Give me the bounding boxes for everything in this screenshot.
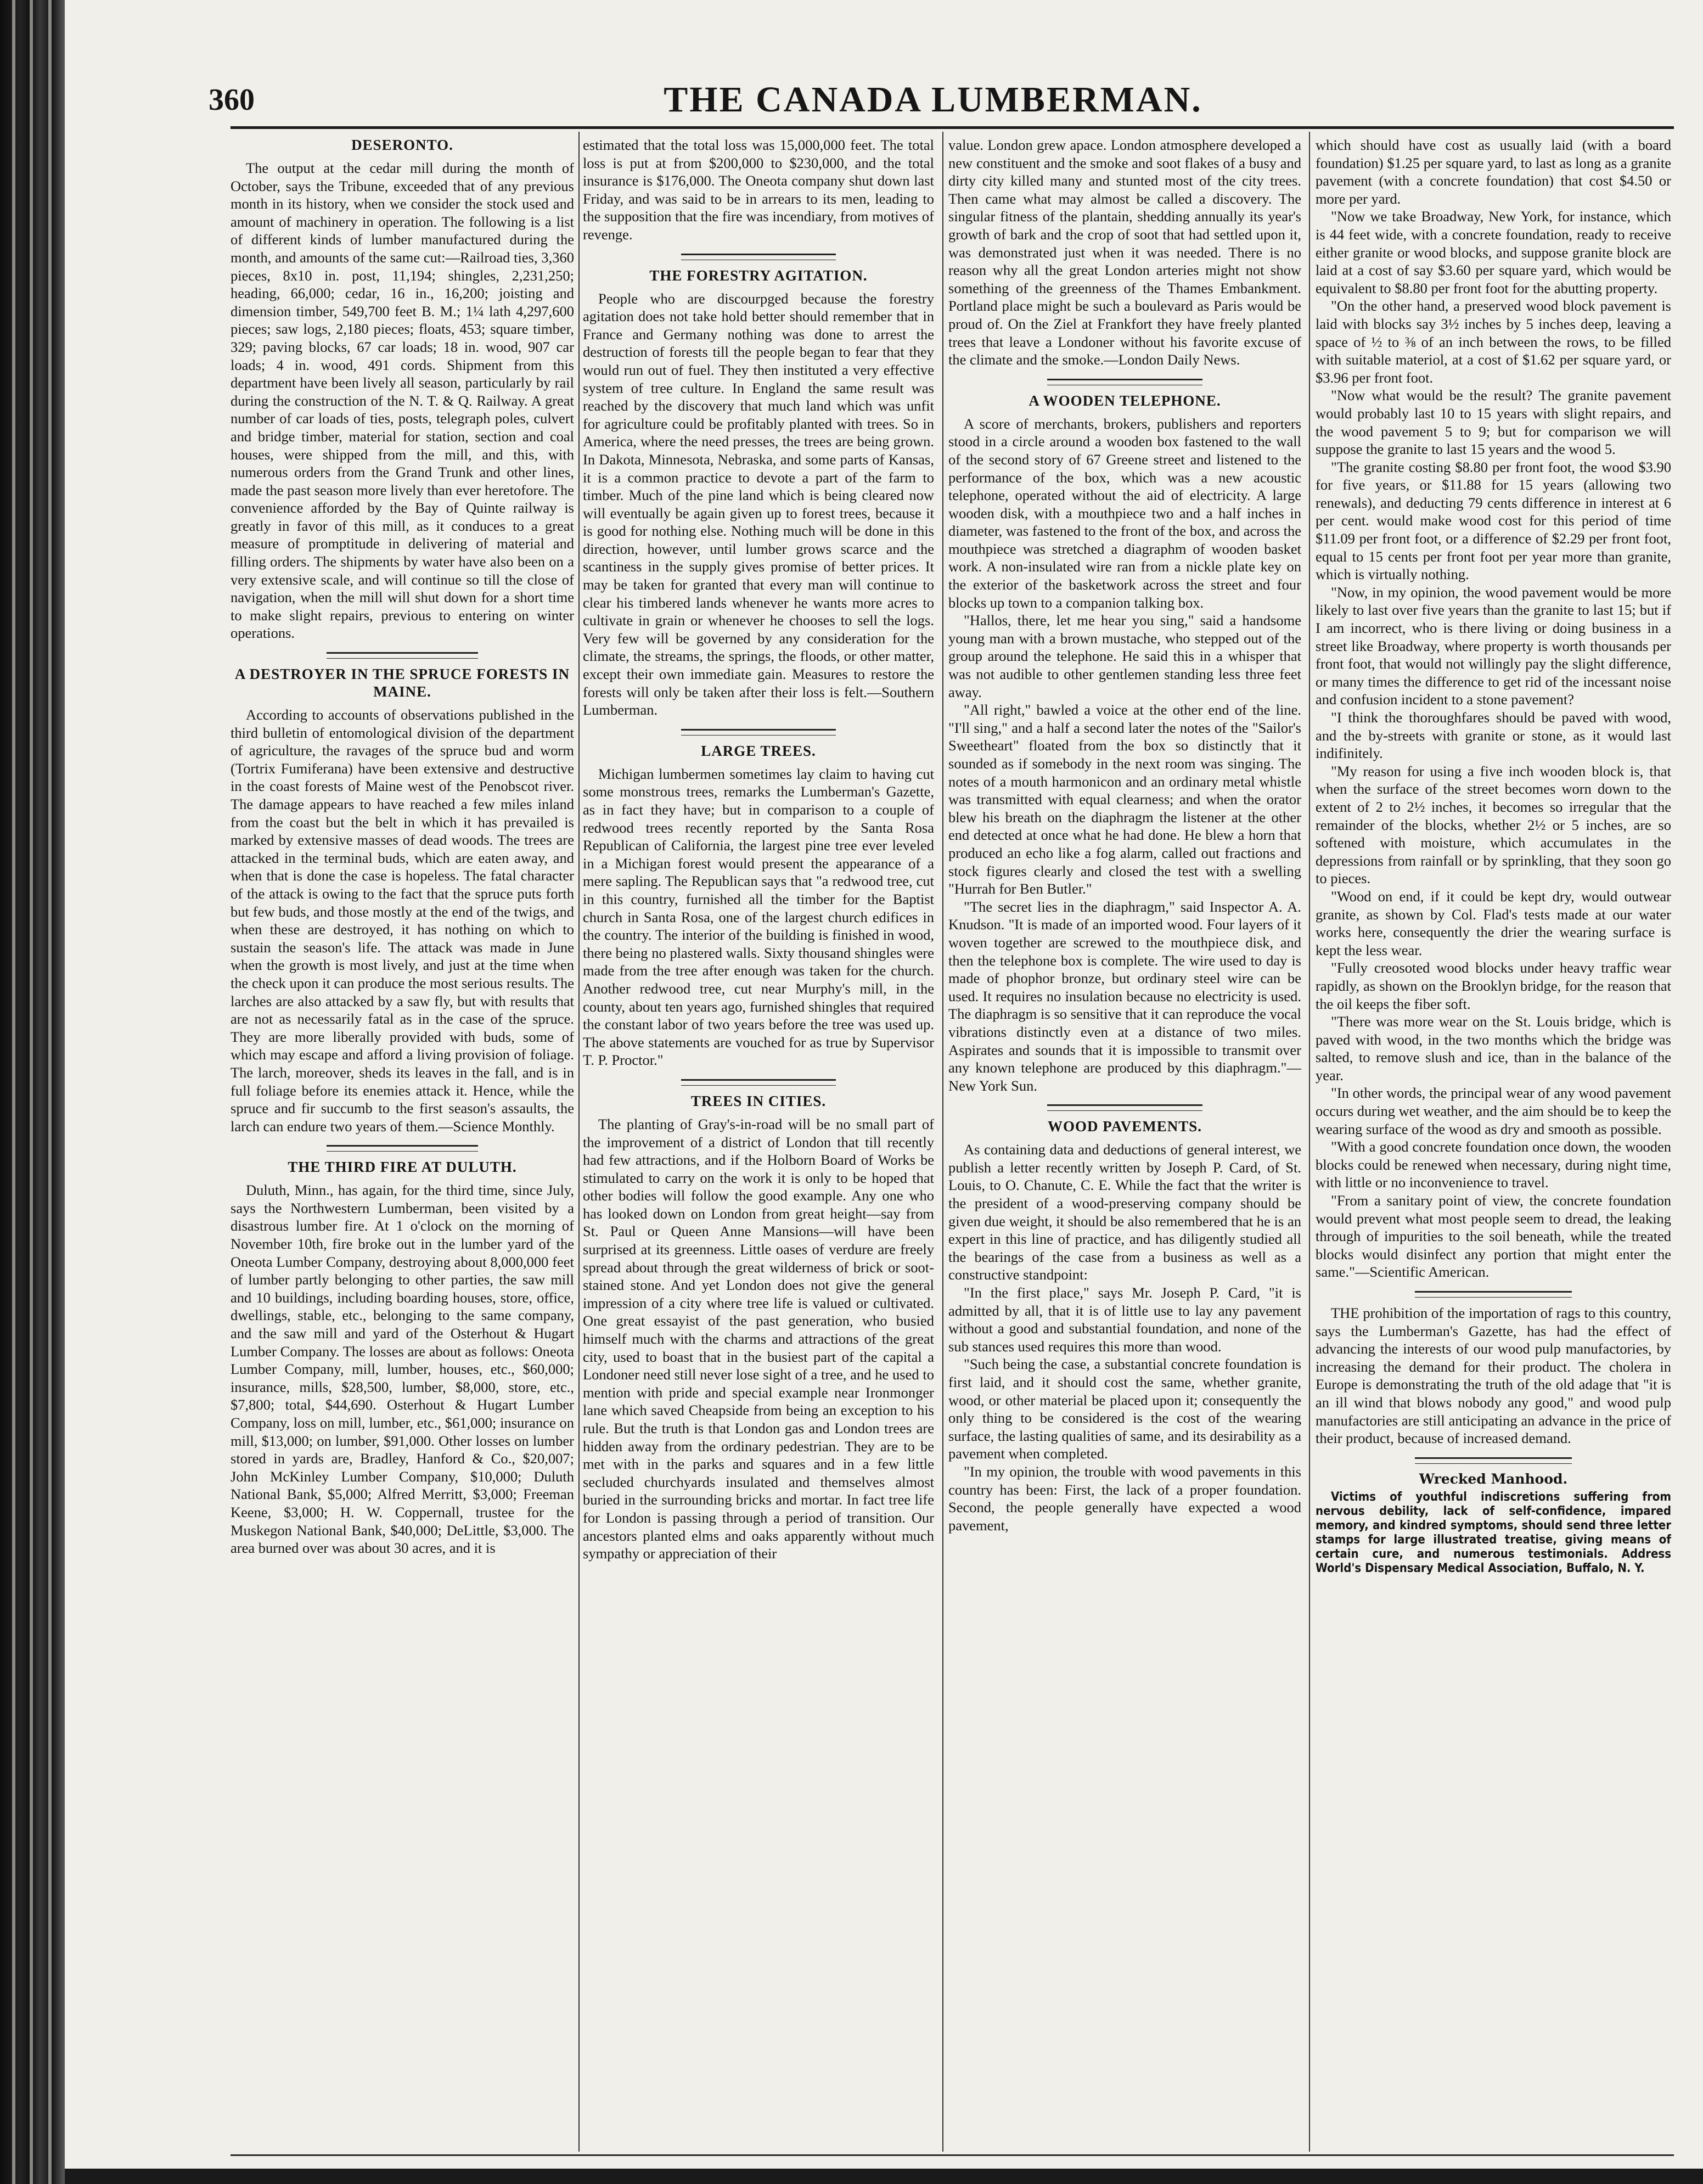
page-bottom-edge: [65, 2169, 1703, 2184]
section-separator: [327, 652, 477, 659]
column-divider: [1309, 132, 1310, 2152]
article-paragraph: "In the first place," says Mr. Joseph P. Card, "it is admitted by all, that it is of little use to lay any pavement without a good and substantial foundation, and none of the sub stances used requires this more than wood.: [948, 1284, 1301, 1355]
article-continuation: value. London grew apace. London atmosphere developed a new constituent and the smoke and soot flakes of a busy and dirty city killed many and stunted most of the city trees. Then came what may almost be called a discovery. The singular fitness of the plantain, shedding annually its year's growth of bark and the crop of soot that had settled upon it, was demonstrated just when it was needed. There is no reason why all the great London arteries might not show something of the greenness of the Thames Embankment. Portland place might be such a boulevard as Paris would be proud of. On the Ziel at Frankfort they have freely planted trees that leave a Londoner without his favorite excuse of the climate and the smoke.—London Daily News.: [948, 137, 1301, 368]
article-paragraph: The output at the cedar mill during the month of October, says the Tribune, exceeded that of any previous month in its history, when we consider the stock used and amount of machinery in operation. The following is a list of different kinds of lumber manufactured during the month, and amounts of the same cut:—Railroad ties, 3,360 pieces, 8x10 in. post, 11,194; shingles, 2,231,250; heading, 66,000; cedar, 16 in., 16,200; joisting and dimension timber, 549,700 feet B. M.; 1¼ lath 4,297,600 pieces; saw logs, 2,180 pieces; floats, 453; square timber, 329; paving blocks, 67 car loads; 18 in. wood, 907 car loads; 4 in. wood, 491 cords. Shipment from this department have been lively all season, particularly by rail during the construction of the N. T. & Q. Railway. A great number of car loads of ties, posts, telegraph poles, culvert and bridge timber, material for station, section and coal houses, were shipped from the mill, and this, with numerous orders from the Grand Trunk and other lines, made the past season more lively than ever heretofore. The convenience afforded by the Bay of Quinte railway is greatly in favor of this mill, as it conduces to a great measure of promptitude in delivering of material and filling orders. The shipments by water have also been on a very extensive scale, and will continue so till the close of navigation, when the mill will shut down for a short time to make slight repairs, previous to entering on winter operations.: [231, 160, 574, 642]
article-paragraph: "On the other hand, a preserved wood block pavement is laid with blocks say 3½ inches by 5 inches deep, leaving a space of ½ to ⅜ of an inch between the rows, to be filled with suitable materiol, at a cost of $1.62 per square yard, or $3.96 per front foot.: [1316, 297, 1671, 386]
section-separator: [1047, 379, 1202, 385]
article-paragraph: "From a sanitary point of view, the concrete foundation would prevent what most people seem to dread, the leaking through of impurities to the soil beneath, while the treated blocks would disinfect any portion that might enter the same."—Scientific American.: [1316, 1192, 1671, 1281]
article-paragraph: According to accounts of observations published in the third bulletin of entomological division of the department of agriculture, the ravages of the spruce bud and worm (Tortrix Fumiferana) have been extensive and destructive in the coast forests of Maine west of the Penobscot river. The damage appears to have reached a few miles inland from the coast but the belt in which it has prevailed is marked by extensive masses of dead woods. The trees are attacked in the terminal buds, which are eaten away, and when that is done the case is hopeless. The fatal character of the attack is owing to the fact that the spruce puts forth but few buds, and those mostly at the end of the twigs, and when these are destroyed, it has nothing on which to sustain the season's life. The attack was made in June when the growth is most lively, and just at the time when the check upon it can produce the most serious results. The larches are also attacked by a saw fly, but with results that are not as necessarily fatal as in the case of the spruce. They are more liberally provided with buds, some of which may escape and afford a living provision of foliage. The larch, moreover, sheds its leaves in the fall, and is in full foliage before its enemies attack it. Hence, while the spruce and fir succumb to the first season's assaults, the larch can endure two years of them.—Science Monthly.: [231, 706, 574, 1135]
section-separator: [1415, 1457, 1571, 1464]
column-2: [583, 136, 934, 2149]
article-paragraph: "Hallos, there, let me hear you sing," said a handsome young man with a brown mustache, who stepped out of the group around the telephone. He said this in a whisper that was not audible to other gentlemen standing less three feet away.: [948, 612, 1301, 700]
advertisement-heading: Wrecked Manhood.: [1419, 1470, 1568, 1487]
section-separator: [1047, 1104, 1202, 1111]
page-binding-edge: [0, 0, 65, 2184]
article-heading-trees-in-cities: TREES IN CITIES.: [690, 1092, 827, 1109]
column-1: [231, 136, 574, 2149]
article-paragraph: "In other words, the principal wear of any wood pavement occurs during wet weather, and the aim should be to keep the wearing surface of the wood as dry and smooth as possible.: [1316, 1085, 1671, 1137]
article-paragraph: "Now what would be the result? The granite pavement would probably last 10 to 15 years with slight repairs, and the wood pavement 5 to 9; but for comparison we will suppose the granite to last 15 years and the wood 5.: [1316, 387, 1671, 458]
footer-rule: [231, 2154, 1674, 2156]
article-heading-spruce-destroyer: A DESTROYER IN THE SPRUCE FORESTS IN MAINE.: [234, 666, 570, 700]
section-separator: [681, 1079, 836, 1086]
article-paragraph: As containing data and deductions of general interest, we publish a letter recently written by Joseph P. Card, of St. Louis, to O. Chanute, C. E. While the fact that the writer is the president of a wood-preserving company should be given due weight, it should be also remembered that he is an expert in this line of practice, and has diligently studied all the bearings of the case from a business as well as a constructive standpoint:: [948, 1141, 1301, 1283]
article-heading-forestry-agitation: THE FORESTRY AGITATION.: [649, 267, 868, 284]
page-number: 360: [209, 83, 255, 117]
article-heading-wooden-telephone: A WOODEN TELEPHONE.: [1028, 392, 1221, 409]
section-separator: [1415, 1291, 1571, 1298]
article-paragraph: The planting of Gray's-in-road will be no small part of the improvement of a district of London that till recently had few attractions, and if the Holborn Board of Works be stimulated to carry on the work it is only to be hoped that other bodies will follow the good example. Any one who has looked down on London from great height—say from St. Paul or Queen Anne Mansions—will have been surprised at its greenness. Little oases of verdure are freely spread about through the great wilderness of brick or soot-stained stone. And yet London does not give the general impression of a city where tree life is valued or cultivated. One great essayist of the past generation, who busied himself much with the charms and attractions of the great city, used to boast that in the busiest part of the capital a Londoner need still never lose sight of a tree, and he used to mention with pride and special example near Ironmonger lane which saved Cheapside from being an exception to his rule. But the truth is that London gas and London trees are hidden away from the ordinary pedestrian. They are to be met with in the parks and squares and in a few little secluded churchyards insulated and themselves almost buried in the surrounding bricks and mortar. In fact tree life for London is passing through a period of transition. Our ancestors planted elms and oaks apparently without much sympathy or appreciation of their: [583, 1115, 934, 1562]
column-divider: [578, 132, 580, 2152]
column-3: [948, 136, 1301, 2149]
article-paragraph: "Wood on end, if it could be kept dry, would outwear granite, as shown by Col. Flad's tests made at our water works here, consequently the drier the wearing surface is kept the less wear.: [1316, 888, 1671, 958]
header-rule: [231, 126, 1674, 129]
advertisement-text: Victims of youthful indiscretions suffering from nervous debility, lack of self-confidence, impared memory, and kindred symptoms, should send three letter stamps for large illustrated treatise, giving means of certain cure, and numerous testimonials. Address World's Dispensary Medical Association, Buffalo, N. Y.: [1316, 1490, 1671, 1576]
article-paragraph: A score of merchants, brokers, publishers and reporters stood in a circle around a wooden box fastened to the wall of the second story of 67 Greene street and listened to the performance of the box, which was a new acoustic telephone, operated without the aid of electricity. A large wooden disk, with a mouthpiece two and a half inches in diameter, was fastened to the front of the box, and across the mouthpiece was stretched a diagraphm of wooden basket work. A non-insulated wire ran from a nickle plate key on the exterior of the basketwork across the street and four blocks up town to a companion talking box.: [948, 415, 1301, 611]
section-separator: [681, 729, 836, 736]
rags-import-note: THE prohibition of the importation of rags to this country, says the Lumberman's Gazette, has had the effect of advancing the interests of our wood pulp manufactories, by increasing the demand for their product. The cholera in Europe is demonstrating the truth of the old adage that "it is an ill wind that blows nobody any good," and wood pulp manufactories are still anticipating an advance in the price of their product, because of increased demand.: [1316, 1305, 1671, 1447]
section-separator: [681, 254, 836, 260]
article-continuation: which should have cost as usually laid (with a board foundation) $1.25 per square yard, to last as long as a granite pavement (with a concrete foundation) that cost $4.50 or more per yard.: [1316, 137, 1671, 207]
article-paragraph: Duluth, Minn., has again, for the third time, since July, says the Northwestern Lumberman, been visited by a disastrous lumber fire. At 1 o'clock on the morning of November 10th, fire broke out in the lumber yard of the Oneota Lumber Company, destroying about 8,000,000 feet of lumber partly belonging to other parties, the saw mill and 10 buildings, including boarding houses, store, office, dwellings, stable, etc., belonging to the same company, and the saw mill and yard of the Osterhout & Hugart Lumber Company. The losses are about as follows: Oneota Lumber Company, mill, lumber, houses, etc., $60,000; insurance, mills, $28,500, lumber, $8,000, store, etc., $7,800; total, $44,690. Osterhout & Hugart Lumber Company, loss on mill, lumber, etc., $61,000; insurance on mill, $13,000; on lumber, $91,000. Other losses on lumber stored in yards are, Bradley, Hanford & Co., $20,007; John McKinley Lumber Company, $10,000; Duluth National Bank, $5,000; Alfred Merritt, $3,000; Freeman Keene, $3,000; H. W. Coppernall, trustee for the Muskegon National Bank, $40,000; DeLittle, $3,000. The area burned over was about 30 acres, and it is: [231, 1182, 574, 1557]
article-paragraph: "Fully creosoted wood blocks under heavy traffic wear rapidly, as shown on the Brooklyn bridge, for the reason that the oil keeps the fiber soft.: [1316, 959, 1671, 1012]
article-heading-large-trees: LARGE TREES.: [701, 742, 816, 759]
article-continuation: estimated that the total loss was 15,000,000 feet. The total loss is put at from $200,000 to $230,000, and the total insurance is $176,000. The Oneota company shut down last Friday, and was said to be in arrears to its men, leading to the supposition that the fire was incendiary, from motives of revenge.: [583, 137, 934, 243]
article-paragraph: "My reason for using a five inch wooden block is, that when the surface of the street becomes worn down to the extent of 2 to 2½ inches, it becomes so irregular that the remainder of the blocks, whether 2½ or 5 inches, are so softened with moisture, which accumulates in the depressions from rainfall or by sprinkling, that they soon go to pieces.: [1316, 762, 1671, 887]
article-paragraph: "Such being the case, a substantial concrete foundation is first laid, and it should cost the same, whether granite, wood, or other material be placed upon it; consequently the only thing to be considered is the cost of the wearing surface, the lasting qualities of same, and its desirability as a pavement when completed.: [948, 1356, 1301, 1462]
column-divider: [942, 132, 943, 2152]
article-heading-deseronto: DESERONTO.: [351, 137, 453, 153]
article-paragraph: "Now, in my opinion, the wood pavement would be more likely to last over five years than the granite to last 15; but if I am incorrect, who is there living or doing business in a street like Broadway, where property is worth thousands per front foot, that would not willingly pay the slight difference, or many times the difference to get rid of the incessant noise and confusion incident to a stone pavement?: [1316, 583, 1671, 708]
article-heading-duluth-fire: THE THIRD FIRE AT DULUTH.: [288, 1159, 517, 1176]
article-paragraph: "In my opinion, the trouble with wood pavements in this country has been: First, the lack of a proper foundation. Second, the people generally have expected a wood pavement,: [948, 1463, 1301, 1534]
article-heading-wood-pavements: WOOD PAVEMENTS.: [1047, 1118, 1202, 1135]
article-paragraph: "I think the thoroughfares should be paved with wood, and the by-streets with granite or stone, as it would last indifinitely.: [1316, 709, 1671, 762]
article-paragraph: Michigan lumbermen sometimes lay claim to having cut some monstrous trees, remarks the Lumberman's Gazette, as in fact they have; but in comparison to a couple of redwood trees recently reported by the Santa Rosa Republican of California, the largest pine tree ever leveled in a Michigan forest would present the appearance of a mere sapling. The Republican says that "a redwood tree, cut in this country, furnished all the timber for the Baptist church in Santa Rosa, one of the largest church edifices in the country. The interior of the building is finished in wood, there being no plastered walls. Sixty thousand shingles were made from the tree after enough was taken for the church. Another redwood tree, cut near Murphy's mill, in the county, about ten years ago, furnished shingles that required the constant labor of two years before the tree was used up. The above statements are vouched for as true by Supervisor T. P. Proctor.": [583, 765, 934, 1069]
page-header: [209, 82, 1657, 126]
masthead: THE CANADA LUMBERMAN.: [664, 80, 1202, 120]
article-paragraph: "Now we take Broadway, New York, for instance, which is 44 feet wide, with a concrete foundation, ready to receive either granite or wood blocks, and suppose granite block are laid at a cost of say $3.60 per square yard, which would be equivalent to $8.80 per front foot for the abutting property.: [1316, 208, 1671, 296]
section-separator: [327, 1145, 477, 1152]
article-paragraph: "The secret lies in the diaphragm," said Inspector A. A. Knudson. "It is made of an imported wood. Four layers of it woven together are screwed to the mouthpiece disk, and then the telephone box is complete. The wire used to day is made of phophor bronze, but ordinary steel wire can be used. It requires no insulation because no electricity is used. The diaphragm is so sensitive that it can reproduce the vocal vibrations distinctly even at a distance of two miles. Aspirates and sounds that it is impossible to transmit over any known telephone are produced by this diaphragm."—New York Sun.: [948, 898, 1301, 1094]
article-paragraph: "The granite costing $8.80 per front foot, the wood $3.90 for five years, or $11.88 for 15 years (allowing two renewals), and deducting 79 cents difference in interest at 6 per cent. would make wood cost for this period of time $11.09 per front foot, or a difference of $2.29 per front foot, equal to 15 cents per front foot per year more than granite, which is virtually nothing.: [1316, 458, 1671, 583]
article-paragraph: "With a good concrete foundation once down, the wooden blocks could be renewed when necessary, during night time, with little or no inconvenience to travel.: [1316, 1138, 1671, 1191]
article-paragraph: "There was more wear on the St. Louis bridge, which is paved with wood, in the two months which the bridge was salted, to remove slush and ice, than in the balance of the year.: [1316, 1013, 1671, 1083]
column-4: [1316, 136, 1671, 2149]
article-paragraph: "All right," bawled a voice at the other end of the line. "I'll sing," and a half a second later the notes of the "Sailor's Sweetheart" floated from the box so distinctly that it sounded as if somebody in the next room was singing. The notes of a mouth harmonicon and an ordinary metal whistle was transmitted with equal clearness; and when the orator blew his breath on the diaphragm the listener at the other end detected at once what he had done. He blew a horn that produced an echo like a fog alarm, called out fractions and stock figures clearly and closed the test with a swelling "Hurrah for Ben Butler.": [948, 701, 1301, 897]
article-paragraph: People who are discourpged because the forestry agitation does not take hold better should remember that in France and Germany nothing was done to arrest the destruction of forests till the people began to fear that they would run out of fuel. They then instituted a very effective system of tree culture. In England the same result was reached by the discovery that much land which was unfit for agriculture could be profitably planted with trees. So in America, where the need presses, the trees are being grown. In Dakota, Minnesota, Nebraska, and some parts of Kansas, it is a common practice to devote a part of the farm to timber. Much of the pine land which is being cleared now will eventually be again given up to forest trees, because it is good for nothing else. Nothing much will be done in this direction, however, until lumber grows scarce and the scantiness in the supply gives promise of better prices. It may be taken for granted that every man will continue to clear his timbered lands whenever he wants more acres to cultivate in grain or whenever he chooses to sell the logs. Very few will be governed by any consideration for the climate, the streams, the springs, the floods, or other matter, except their own immediate gain. Measures to restore the forests will only be taken after their loss is felt.—Southern Lumberman.: [583, 290, 934, 718]
